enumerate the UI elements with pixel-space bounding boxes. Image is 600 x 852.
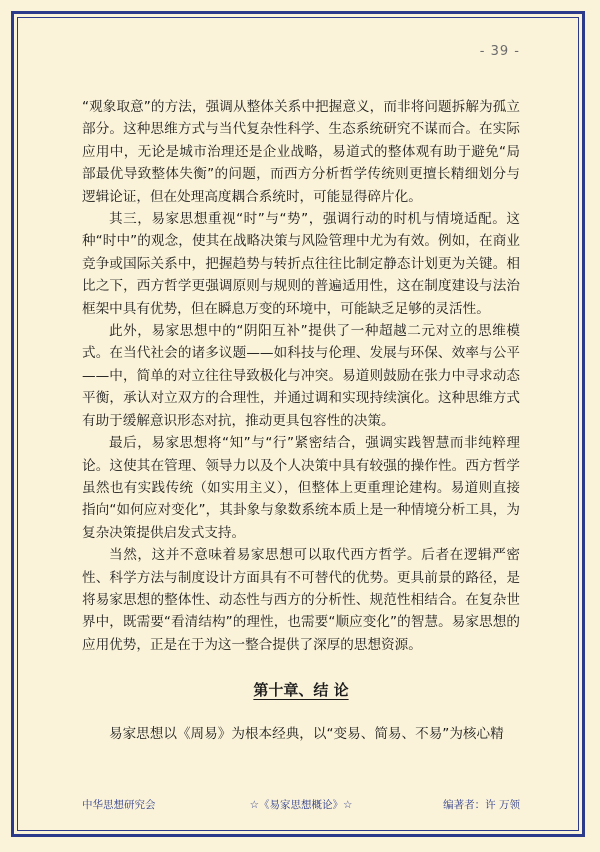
paragraph: 当然，这并不意味着易家思想可以取代西方哲学。后者在逻辑严密性、科学方法与制度设计方面具有不可替代的优势。更具前景的路径，是将易家思想的整体性、动态性与西方的分析性、规范性相结合。在复杂世界中，既需要“看清结构”的理性，也需要“顺应变化”的智慧。易家思想的应用优势，正是在于为这一整合提供了深厚的思想资源。 <box>82 547 520 653</box>
page-footer <box>82 797 520 813</box>
body-text <box>82 96 520 745</box>
chapter-title: 第十章、结 论 <box>253 681 349 700</box>
paragraph: 最后，易家思想将“知”与“行”紧密结合，强调实践智慧而非纯粹理论。这使其在管理、领导力以及个人决策中具有较强的操作性。西方哲学虽然也有实践传统（如实用主义），但整体上更重理论建构。易道则直接指向“如何应对变化”，其卦象与象数系统本质上是一种情境分析工具，为复杂决策提供启发式支持。 <box>82 435 520 541</box>
paragraph: 此外，易家思想中的“阴阳互补”提供了一种超越二元对立的思维模式。在当代社会的诸多议题——如科技与伦理、发展与环保、效率与公平——中，简单的对立往往导致极化与冲突。易道则鼓励在张力中寻求动态平衡，承认对立双方的合理性，并通过调和实现持续演化。这种思维方式有助于缓解意识形态对抗，推动更具包容性的决策。 <box>82 323 520 429</box>
paragraph: 易家思想以《周易》为根本经典，以“变易、简易、不易”为核心精 <box>109 725 504 742</box>
footer-book-title: ☆《易家思想概论》☆ <box>249 799 353 811</box>
page-number: - 39 - <box>479 44 520 59</box>
paragraph: “观象取意”的方法，强调从整体关系中把握意义，而非将问题拆解为孤立部分。这种思维方式与当代复杂性科学、生态系统研究不谋而合。在实际应用中，无论是城市治理还是企业战略，易道式的整体观有助于避免“局部最优导致整体失衡”的问题，而西方分析哲学传统则更擅长精细划分与逻辑论证，但在处理高度耦合系统时，可能显得碎片化。 <box>82 99 520 205</box>
footer-organization: 中华思想研究会 <box>82 799 156 811</box>
paragraph: 其三，易家思想重视“时”与“势”，强调行动的时机与情境适配。这种“时中”的观念，使其在战略决策与风险管理中尤为有效。例如，在商业竞争或国际关系中，把握趋势与转折点往往比制定静态计划更为关键。相比之下，西方哲学更强调原则与规则的普遍适用性，这在制度建设与法治框架中具有优势，但在瞬息万变的环境中，可能缺乏足够的灵活性。 <box>82 211 520 317</box>
footer-author: 编著者：许 万领 <box>443 799 520 811</box>
